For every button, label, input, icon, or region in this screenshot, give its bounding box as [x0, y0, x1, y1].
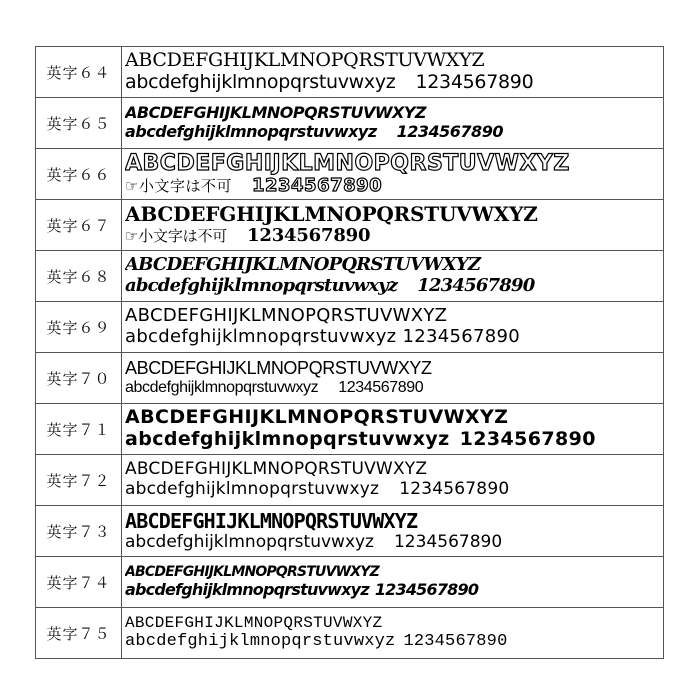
lowercase-sample: abcdefghijklmnopqrstuvwxyz: [125, 533, 374, 552]
font-row: [36, 251, 664, 302]
font-row: [36, 557, 664, 608]
font-row: [36, 47, 664, 98]
font-name: 英字７５: [36, 608, 122, 659]
uppercase-sample: ABCDEFGHIJKLMNOPQRSTUVWXYZ: [125, 204, 538, 226]
digits-sample: 1234567890: [396, 124, 503, 141]
uppercase-sample: ABCDEFGHIJKLMNOPQRSTUVWXYZ: [125, 359, 432, 379]
digits-sample: 1234567890: [402, 328, 520, 347]
lowercase-digits-line: [125, 534, 663, 552]
lowercase-digits-line: [125, 328, 663, 347]
lowercase-digits-line: [125, 124, 663, 141]
digits-sample: 1234567890: [247, 227, 371, 246]
font-name: 英字６８: [36, 251, 122, 302]
font-sample: [122, 404, 664, 455]
lowercase-digits-line: [125, 582, 663, 599]
uppercase-sample: ABCDEFGHIJKLMNOPQRSTUVWXYZ: [125, 307, 448, 326]
digits-sample: 1234567890: [399, 481, 510, 499]
font-name: 英字６９: [36, 302, 122, 353]
font-name: 英字６６: [36, 149, 122, 200]
lowercase-not-available-note: ☞小文字は不可: [125, 227, 228, 246]
lowercase-sample: abcdefghijklmnopqrstuvwxyz: [125, 633, 396, 652]
lowercase-digits-line: [125, 481, 663, 499]
uppercase-sample: ABCDEFGHIJKLMNOPQRSTUVWXYZ: [125, 152, 570, 176]
lowercase-sample: abcdefghijklmnopqrstuvwxyz: [125, 430, 450, 450]
font-row: [36, 302, 664, 353]
font-name: 英字７３: [36, 506, 122, 557]
font-sample: [122, 506, 664, 557]
font-sample: [122, 557, 664, 608]
digits-sample: 1234567890: [374, 581, 479, 599]
lowercase-sample: abcdefghijklmnopqrstuvwxyz: [125, 380, 319, 397]
font-name: 英字７０: [36, 353, 122, 404]
font-sample: [122, 608, 664, 659]
lowercase-sample: abcdefghijklmnopqrstuvwxyz: [125, 581, 369, 599]
lowercase-sample: abcdefghijklmnopqrstuvwxyz: [125, 481, 380, 499]
font-sample: [122, 302, 664, 353]
lowercase-digits-line: [125, 380, 663, 397]
font-sample: [122, 47, 664, 98]
font-row: [36, 149, 664, 200]
uppercase-sample: ABCDEFGHIJKLMNOPQRSTUVWXYZ: [125, 510, 418, 532]
font-name: 英字７１: [36, 404, 122, 455]
note-digits-line: [125, 177, 663, 196]
font-name: 英字６７: [36, 200, 122, 251]
font-row: [36, 353, 664, 404]
font-name: 英字７２: [36, 455, 122, 506]
lowercase-sample: abcdefghijklmnopqrstuvwxyz: [125, 73, 396, 93]
digits-sample: 1234567890: [251, 177, 383, 196]
font-row: [36, 98, 664, 149]
font-sample: [122, 149, 664, 200]
font-sample: [122, 98, 664, 149]
note-digits-line: [125, 227, 663, 246]
font-sample-table: [35, 46, 664, 659]
lowercase-not-available-note: ☞小文字は不可: [125, 177, 232, 196]
font-name: 英字６４: [36, 47, 122, 98]
font-row: [36, 200, 664, 251]
lowercase-digits-line: [125, 277, 663, 296]
font-sample: [122, 353, 664, 404]
uppercase-sample: ABCDEFGHIJKLMNOPQRSTUVWXYZ: [125, 614, 383, 632]
font-row: [36, 506, 664, 557]
font-sample: [122, 251, 664, 302]
font-row: [36, 455, 664, 506]
font-sample: [122, 200, 664, 251]
digits-sample: 1234567890: [403, 633, 508, 652]
digits-sample: 1234567890: [459, 430, 596, 450]
lowercase-sample: abcdefghijklmnopqrstuvwxyz: [125, 277, 398, 296]
uppercase-sample: ABCDEFGHIJKLMNOPQRSTUVWXYZ: [125, 105, 427, 122]
font-row: [36, 404, 664, 455]
font-name: 英字７４: [36, 557, 122, 608]
uppercase-sample: ABCDEFGHIJKLMNOPQRSTUVWXYZ: [125, 51, 485, 71]
lowercase-sample: abcdefghijklmnopqrstuvwxyz: [125, 124, 377, 141]
uppercase-sample: ABCDEFGHIJKLMNOPQRSTUVWXYZ: [125, 461, 428, 479]
uppercase-sample: ABCDEFGHIJKLMNOPQRSTUVWXYZ: [125, 256, 481, 275]
digits-sample: 1234567890: [417, 277, 535, 296]
font-row: [36, 608, 664, 659]
digits-sample: 1234567890: [338, 380, 424, 397]
digits-sample: 1234567890: [415, 73, 534, 93]
digits-sample: 1234567890: [393, 533, 503, 552]
lowercase-digits-line: [125, 633, 663, 651]
font-sample: [122, 455, 664, 506]
lowercase-sample: abcdefghijklmnopqrstuvwxyz: [125, 328, 397, 347]
font-name: 英字６５: [36, 98, 122, 149]
lowercase-digits-line: [125, 73, 663, 93]
uppercase-sample: ABCDEFGHIJKLMNOPQRSTUVWXYZ: [125, 565, 379, 580]
uppercase-sample: ABCDEFGHIJKLMNOPQRSTUVWXYZ: [125, 408, 509, 428]
lowercase-digits-line: [125, 430, 663, 450]
